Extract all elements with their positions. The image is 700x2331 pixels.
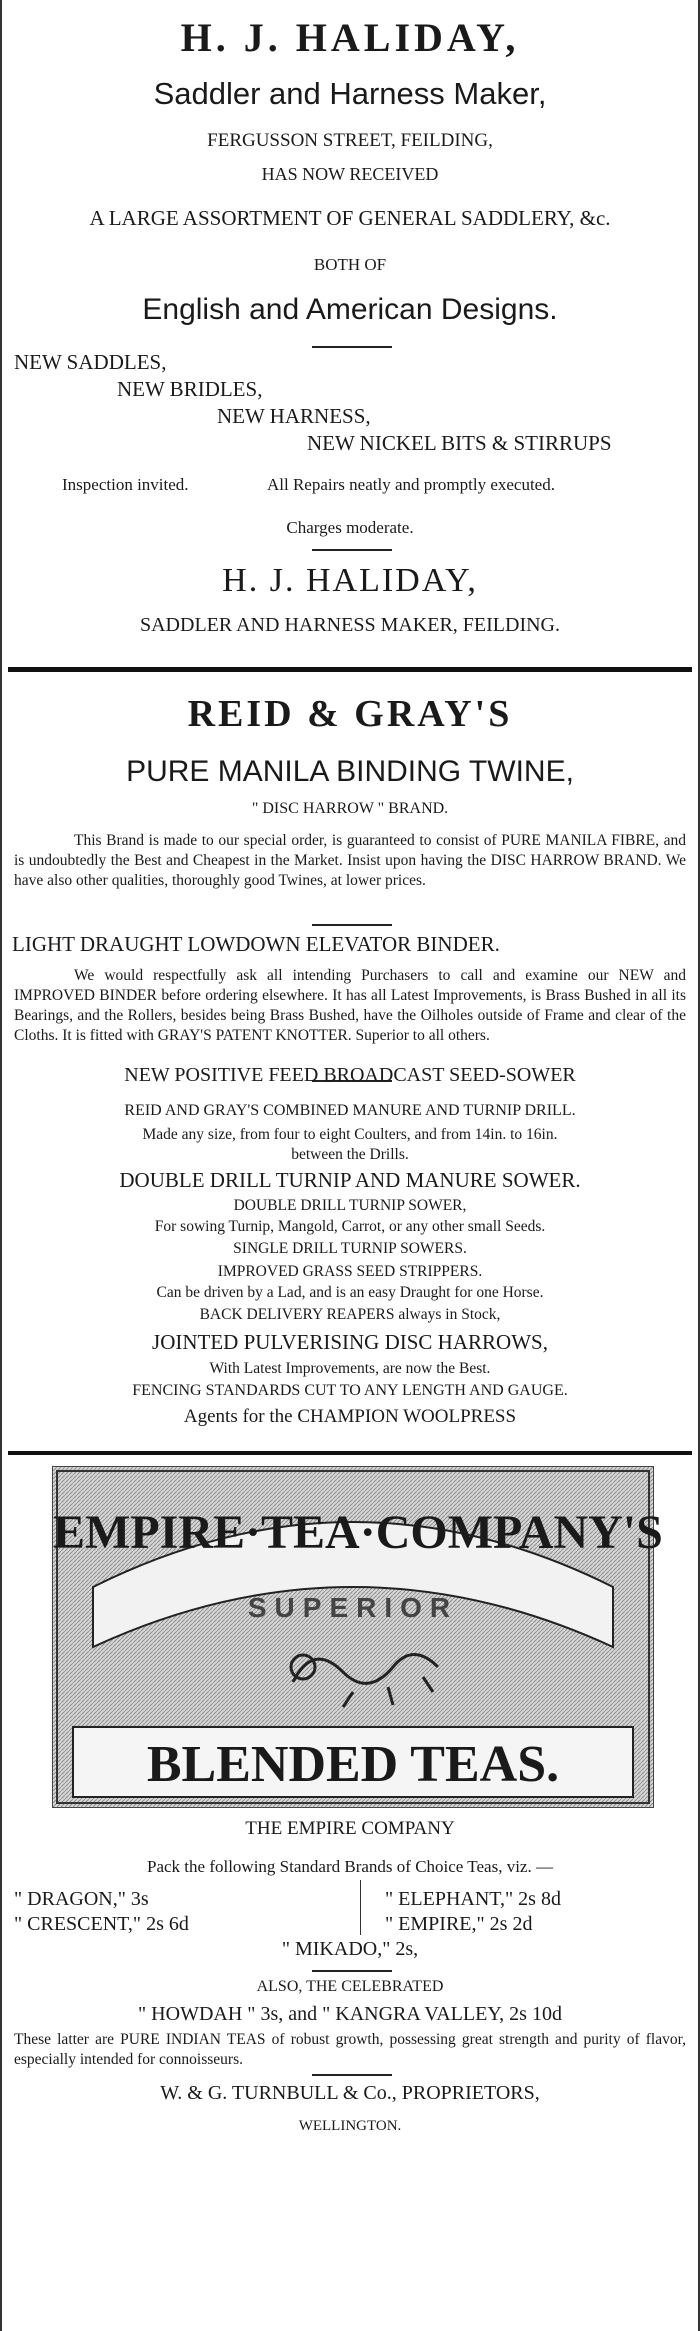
twine-brand: " DISC HARROW " BRAND. bbox=[251, 800, 449, 817]
double-drill-detail: For sowing Turnip, Mangold, Carrot, or any other small Seeds. bbox=[154, 1218, 546, 1235]
haliday-address: FERGUSSON STREET, FEILDING, bbox=[207, 130, 493, 151]
standard-brands-intro: Pack the following Standard Brands of Choice Teas, viz. — bbox=[147, 1857, 553, 1876]
fencing-standards: FENCING STANDARDS CUT TO ANY LENGTH AND GAUGE. bbox=[132, 1382, 568, 1399]
brand-empire: " EMPIRE," 2s 2d bbox=[385, 1913, 533, 1935]
divider bbox=[312, 1970, 392, 1972]
item-harness: NEW HARNESS, bbox=[217, 404, 371, 428]
drill-detail: Made any size, from four to eight Coulters, and from 14in. to 16in. bbox=[142, 1126, 558, 1143]
double-drill-sower: DOUBLE DRILL TURNIP SOWER, bbox=[233, 1197, 467, 1214]
wellington: WELLINGTON. bbox=[298, 2118, 402, 2134]
charges-note: Charges moderate. bbox=[286, 518, 414, 537]
also-celebrated: ALSO, THE CELEBRATED bbox=[256, 1978, 444, 1995]
haliday-signature-trade: SADDLER AND HARNESS MAKER, FEILDING. bbox=[139, 614, 561, 636]
drill-heading: REID AND GRAY'S COMBINED MANURE AND TURNIP DRILL. bbox=[124, 1102, 576, 1119]
brand-elephant: " ELEPHANT," 2s 8d bbox=[385, 1888, 561, 1910]
haliday-heading: H. J. HALIDAY, bbox=[180, 15, 520, 60]
champion-agents: Agents for the CHAMPION WOOLPRESS bbox=[183, 1406, 517, 1427]
item-nickel-bits: NEW NICKEL BITS & STIRRUPS bbox=[307, 431, 612, 455]
divider bbox=[312, 549, 392, 551]
indian-teas-note: These latter are PURE INDIAN TEAS of robust growth, possessing great strength and purity of flavor, especially intended for connoisseurs. bbox=[14, 2031, 686, 2068]
binder-description: We would respectfully ask all intending Purchasers to call and examine our NEW and IMPROVED BINDER before ordering elsewhere. It has all Latest Improvements, is Brass Bushed in all its Bearings, and the Rollers, besides being Brass Bushed, have the Oilholes outside of Frame and clear of the Cloths. It is fitted with GRAY'S PATENT KNOTTER. Superior to all others. bbox=[14, 967, 686, 1044]
brand-dragon: " DRAGON," 3s bbox=[14, 1888, 149, 1910]
celebrated-brands: " HOWDAH " 3s, and " KANGRA VALLEY, 2s 10d bbox=[138, 2003, 562, 2025]
divider bbox=[312, 346, 392, 348]
brand-divider bbox=[360, 1880, 361, 1935]
logo-blended-teas: BLENDED TEAS. bbox=[146, 1736, 560, 1793]
twine-description: This Brand is made to our special order, is guaranteed to consist of PURE MANILA FIBRE, and is undoubtedly the Best and Cheapest in the Market. Insist upon having the DISC HARROW BRAND. We have also other qualities, thoroughly good Twines, at lower prices. bbox=[14, 832, 686, 889]
haliday-signature-name: H. J. HALIDAY, bbox=[222, 562, 478, 599]
single-drill: SINGLE DRILL TURNIP SOWERS. bbox=[233, 1240, 467, 1257]
proprietors: W. & G. TURNBULL & Co., PROPRIETORS, bbox=[160, 2082, 540, 2104]
brand-crescent: " CRESCENT," 2s 6d bbox=[14, 1913, 189, 1935]
divider bbox=[312, 2074, 392, 2076]
brand-mikado: " MIKADO," 2s, bbox=[281, 1938, 419, 1960]
haliday-designs: English and American Designs. bbox=[142, 293, 558, 326]
reid-gray-heading: REID & GRAY'S bbox=[187, 693, 513, 735]
disc-harrows-heading: JOINTED PULVERISING DISC HARROWS, bbox=[152, 1330, 548, 1354]
reapers-stock: BACK DELIVERY REAPERS always in Stock, bbox=[199, 1306, 501, 1323]
item-bridles: NEW BRIDLES, bbox=[117, 377, 263, 401]
inspection-note: Inspection invited. bbox=[62, 475, 189, 494]
section-separator bbox=[8, 667, 692, 672]
repairs-note: All Repairs neatly and promptly executed. bbox=[267, 475, 555, 494]
harrows-detail: With Latest Improvements, are now the Best. bbox=[209, 1360, 491, 1377]
sower-heading: NEW POSITIVE FEED BROADCAST SEED-SOWER bbox=[124, 1064, 576, 1086]
haliday-trade: Saddler and Harness Maker, bbox=[153, 76, 547, 111]
twine-heading: PURE MANILA BINDING TWINE, bbox=[126, 755, 574, 788]
strippers-detail: Can be driven by a Lad, and is an easy Draught for one Horse. bbox=[156, 1284, 544, 1301]
divider bbox=[312, 924, 392, 926]
haliday-both-of: BOTH OF bbox=[313, 255, 387, 274]
logo-superior: SUPERIOR bbox=[247, 1592, 459, 1623]
empire-company-heading: THE EMPIRE COMPANY bbox=[245, 1818, 455, 1839]
item-saddles: NEW SADDLES, bbox=[14, 350, 167, 374]
section-separator bbox=[8, 1451, 692, 1455]
double-drill-heading: DOUBLE DRILL TURNIP AND MANURE SOWER. bbox=[119, 1168, 581, 1192]
haliday-received: HAS NOW RECEIVED bbox=[261, 164, 439, 184]
seed-strippers: IMPROVED GRASS SEED STRIPPERS. bbox=[217, 1263, 483, 1280]
binder-heading: LIGHT DRAUGHT LOWDOWN ELEVATOR BINDER. bbox=[12, 932, 500, 956]
empire-tea-logo bbox=[52, 1466, 663, 1808]
drill-detail-2: between the Drills. bbox=[291, 1146, 409, 1163]
logo-company-name: EMPIRE·TEA·COMPANY'S bbox=[53, 1506, 663, 1559]
haliday-assortment: A LARGE ASSORTMENT OF GENERAL SADDLERY, &c. bbox=[89, 206, 611, 230]
